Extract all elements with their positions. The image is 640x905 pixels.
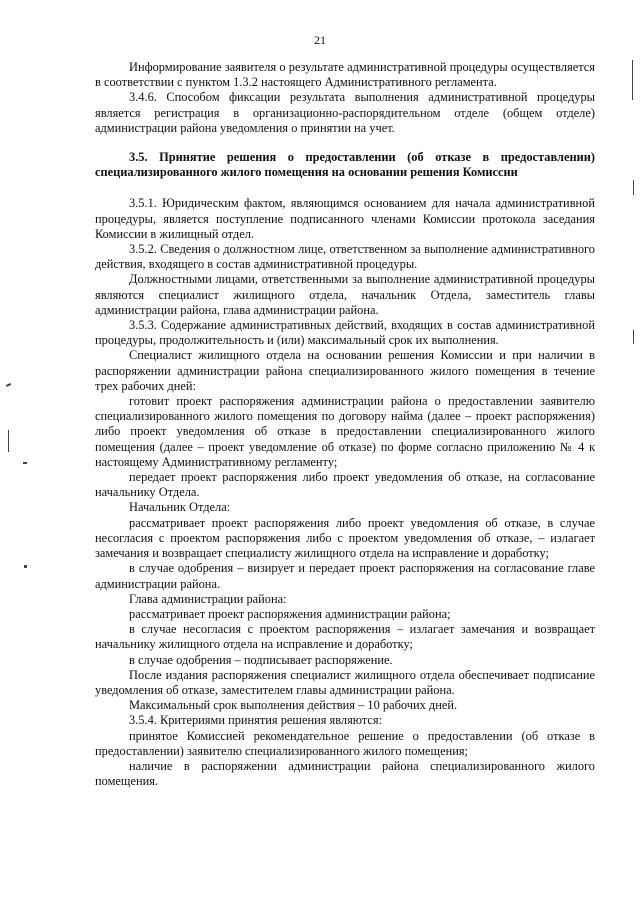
paragraph: После издания распоряжения специалист жилищного отдела обеспечивает подписание уведомления об отказе, заместителем главы администрации района. <box>95 667 595 697</box>
scan-mark <box>23 462 27 464</box>
paragraph: Специалист жилищного отдела на основании решения Комиссии и при наличии в распоряжении администрации района специализированного жилого помещения в течение трех рабочих дней: <box>95 348 595 393</box>
paragraph: рассматривает проект распоряжения администрации района; <box>129 606 451 621</box>
paragraph: рассматривает проект распоряжения либо проект уведомления об отказе, в случае несогласия с проектом распоряжения либо с проектом уведомления об отказе, – излагает замечания и возвращает специалисту жилищного отдела на исправление и доработку; <box>95 515 595 561</box>
document-body <box>95 60 595 789</box>
scan-mark <box>632 60 633 100</box>
paragraph: готовит проект распоряжения администрации района о предоставлении заявителю специализированного жилого помещения по договору найма (далее – проект распоряжения) либо проект уведомления об отказе в предоставлении специализированного жилого помещения (далее – проект уведомление об отказе) по форме согласно приложению № 4 к настоящему Административному регламенту; <box>95 394 595 469</box>
paragraph: Информирование заявителя о результате административной процедуры осуществляется в соответствии с пунктом 1.3.2 настоящего Административного регламента. <box>95 60 595 90</box>
page-number: 21 <box>314 33 326 47</box>
paragraph: Глава администрации района: <box>129 591 287 606</box>
paragraph: 3.5.1. Юридическим фактом, являющимся основанием для начала административной процедуры, является поступление подписанного членами Комиссии протокола заседания Комиссии в жилищный отдел. <box>95 196 595 241</box>
paragraph: в случае несогласия с проектом распоряжения – излагает замечания и возвращает начальнику жилищного отдела на исправление и доработку; <box>95 622 595 652</box>
paragraph: 3.4.6. Способом фиксации результата выполнения административной процедуры является регистрация в организационно-распорядительном отделе (общем отделе) администрации района уведомления о принятии на учет. <box>95 90 595 135</box>
paragraph: Максимальный срок выполнения действия – 10 рабочих дней. <box>129 698 458 713</box>
paragraph: 3.5.3. Содержание административных действий, входящих в состав административной процедуры, продолжительность и (или) максимальный срок их выполнения. <box>95 318 595 348</box>
paragraph: Должностными лицами, ответственными за выполнение административной процедуры являются специалист жилищного отдела, начальник Отдела, заместитель главы администрации района, глава администрации района. <box>95 272 595 317</box>
scan-mark <box>24 565 27 568</box>
paragraph: Начальник Отдела: <box>129 500 231 515</box>
paragraph: наличие в распоряжении администрации района специализированного жилого помещения. <box>95 758 595 789</box>
paragraph: передает проект распоряжения либо проект уведомления об отказе, на согласование начальнику Отдела. <box>95 470 595 500</box>
paragraph: принятое Комиссией рекомендательное решение о предоставлении (об отказе в предоставлении) заявителю специализированного жилого помещения; <box>95 728 595 758</box>
scan-mark <box>633 330 634 344</box>
paragraph: в случае одобрения – визирует и передает проект распоряжения на согласование главе администрации района. <box>95 561 595 591</box>
paragraph: в случае одобрения – подписывает распоряжение. <box>129 652 393 667</box>
paragraph: 3.5.2. Сведения о должностном лице, ответственном за выполнение административного действия, входящего в состав административной процедуры. <box>95 242 595 272</box>
scan-mark <box>6 383 11 387</box>
paragraph: 3.5.4. Критериями принятия решения являются: <box>129 713 383 728</box>
scan-mark <box>633 180 634 195</box>
section-heading: 3.5. Принятие решения о предоставлении (об отказе в предоставлении) специализированного жилого помещения на основании решения Комиссии <box>95 150 595 180</box>
scan-mark <box>8 430 9 452</box>
